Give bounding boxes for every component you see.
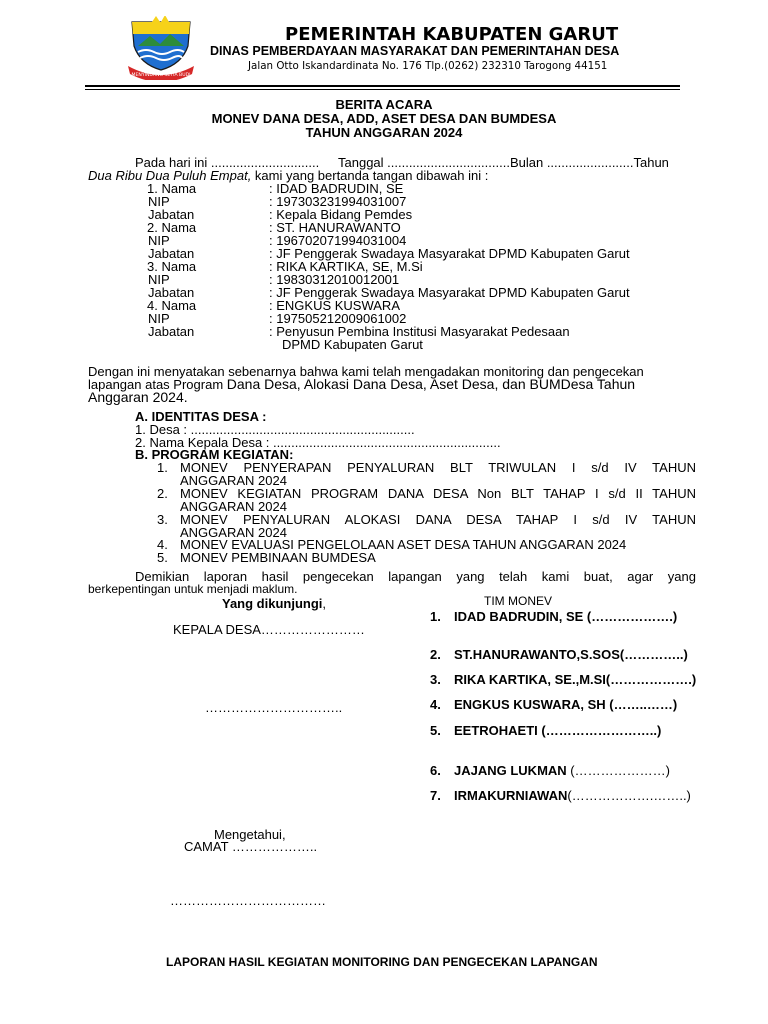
header-rule-thin (85, 89, 680, 90)
team-member-4-no: 4. (430, 697, 441, 712)
mengetahui-label: Mengetahui, (214, 827, 286, 842)
program-item-3-no: 3. (157, 512, 168, 527)
closing-line1: Demikian laporan hasil pengecekan lapangan yang telah kami buat, agar yang (135, 569, 696, 584)
statement-line2-b: Dana Desa, Alokasi Dana Desa, Aset Desa, dan BUMDesa Tahun (226, 376, 636, 392)
doc-title-line2: MONEV DANA DESA, ADD, ASET DESA DAN BUMDESA (211, 111, 557, 126)
signer-2-name: : ST. HANURAWANTO (269, 220, 401, 235)
signer-2-nip: : 196702071994031004 (269, 233, 407, 248)
footer-title: LAPORAN HASIL KEGIATAN MONITORING DAN PENGECEKAN LAPANGAN (166, 955, 598, 969)
team-heading: TIM MONEV (484, 594, 552, 608)
program-item-1-cont: ANGGARAN 2024 (180, 473, 287, 488)
team-member-1-no: 1. (430, 609, 441, 624)
intro-date-rest: Tanggal ..................................Bulan ........................Tahun (338, 155, 669, 170)
team-member-6-dots: (…………………) (570, 763, 670, 778)
program-item-2-no: 2. (157, 486, 168, 501)
intro-day: Pada hari ini .............................. (135, 155, 320, 170)
team-member-6 (454, 763, 670, 778)
visited-comma: , (322, 596, 327, 611)
signer-3-nip: : 19830312010012001 (269, 272, 400, 287)
camat-sign: CAMAT ……………….. (184, 839, 318, 854)
team-member-7-no: 7. (430, 788, 441, 803)
header-rule-thick (85, 85, 680, 87)
program-item-5: MONEV PEMBINAAN BUMDESA (180, 550, 376, 565)
identitas-heading: A. IDENTITAS DESA : (135, 409, 267, 424)
kepala-desa-sign: KEPALA DESA…………………… (173, 622, 365, 637)
program-item-2: MONEV KEGIATAN PROGRAM DANA DESA Non BLT TAHAP I s/d II TAHUN (180, 486, 696, 501)
intro-signers-text: kami yang bertanda tangan dibawah ini : (251, 168, 489, 183)
signer-4-nip-label: NIP (148, 311, 170, 326)
signer-3-jabatan: : JF Penggerak Swadaya Masyarakat DPMD Kabupaten Garut (269, 285, 630, 300)
signer-2-label: 2. Nama (147, 220, 197, 235)
team-member-3: RIKA KARTIKA, SE.,M.SI(……………….) (454, 672, 697, 687)
statement-line3: Anggaran 2024. (88, 389, 188, 405)
garut-regency-logo (122, 16, 200, 80)
signer-4-nip: : 197505212009061002 (269, 311, 407, 326)
team-member-6-no: 6. (430, 763, 441, 778)
signer-1-label: 1. Nama (147, 181, 197, 196)
statement-line2-a: lapangan atas Program (88, 377, 227, 392)
signer-3-jabatan-label: Jabatan (148, 285, 195, 300)
team-member-1: IDAD BADRUDIN, SE (……………….) (454, 609, 678, 624)
signer-4-name: : ENGKUS KUSWARA (269, 298, 400, 313)
identitas-kepala-desa: 2. Nama Kepala Desa : ............................................................... (135, 435, 501, 450)
team-member-5-no: 5. (430, 723, 441, 738)
team-member-2: ST.HANURAWANTO,S.SOS(…………..) (454, 647, 688, 662)
signer-2-nip-label: NIP (148, 233, 170, 248)
team-member-7-dots: (……………….……..) (567, 788, 691, 803)
team-member-7 (454, 788, 691, 803)
program-item-3: MONEV PENYALURAN ALOKASI DANA DESA TAHAP I s/d IV TAHUN (180, 512, 696, 527)
program-item-5-no: 5. (157, 550, 168, 565)
program-item-2-cont: ANGGARAN 2024 (180, 499, 287, 514)
signer-1-jabatan: : Kepala Bidang Pemdes (269, 207, 413, 222)
doc-title-line3: TAHUN ANGGARAN 2024 (305, 125, 463, 140)
identitas-desa: 1. Desa : .............................................................. (135, 422, 415, 437)
department-address: Jalan Otto Iskandardinata No. 176 Tlp.(0262) 232310 Tarogong 44151 (248, 60, 608, 72)
statement-line1: Dengan ini menyatakan sebenarnya bahwa kami telah mengadakan monitoring dan pengecekan (88, 364, 644, 379)
signer-4-jabatan: : Penyusun Pembina Institusi Masyarakat Pedesaan (269, 324, 570, 339)
program-item-1: MONEV PENYERAPAN PENYALURAN BLT TRIWULAN I s/d IV TAHUN (180, 460, 696, 475)
program-item-1-no: 1. (157, 460, 168, 475)
team-member-5: EETROHAETI (……………………..) (454, 723, 662, 738)
team-member-2-no: 2. (430, 647, 441, 662)
doc-title-line1: BERITA ACARA (335, 97, 433, 112)
signer-4-jabatan-label: Jabatan (148, 324, 195, 339)
visited-text: Yang dikunjungi (222, 596, 323, 611)
program-item-4: MONEV EVALUASI PENGELOLAAN ASET DESA TAHUN ANGGARAN 2024 (180, 537, 627, 552)
signer-2-jabatan: : JF Penggerak Swadaya Masyarakat DPMD Kabupaten Garut (269, 246, 630, 261)
kepala-desa-name-dots: ………………………….. (205, 700, 343, 715)
program-item-4-no: 4. (157, 537, 168, 552)
signer-3-nip-label: NIP (148, 272, 170, 287)
visited-label (222, 596, 326, 611)
signer-2-jabatan-label: Jabatan (148, 246, 195, 261)
signer-4-label: 4. Nama (147, 298, 197, 313)
svg-text:MENYINDANG SETIA BUDI: MENYINDANG SETIA BUDI (131, 73, 191, 78)
team-member-3-no: 3. (430, 672, 441, 687)
signer-1-jabatan-label: Jabatan (148, 207, 195, 222)
camat-name-dots: ……………………………… (170, 893, 326, 908)
signer-3-name: : RIKA KARTIKA, SE, M.Si (269, 259, 423, 274)
team-member-6-name: JAJANG LUKMAN (454, 763, 571, 778)
intro-year-words: Dua Ribu Dua Puluh Empat, (88, 168, 252, 183)
closing-line2: berkepentingan untuk menjadi maklum. (88, 582, 298, 596)
government-name: PEMERINTAH KABUPATEN GARUT (285, 24, 619, 45)
signer-3-label: 3. Nama (147, 259, 197, 274)
team-member-4: ENGKUS KUSWARA, SH (……..……) (454, 697, 678, 712)
signer-1-nip-label: NIP (148, 194, 170, 209)
program-heading: B. PROGRAM KEGIATAN: (135, 447, 294, 462)
signer-1-name: : IDAD BADRUDIN, SE (269, 181, 404, 196)
department-name: DINAS PEMBERDAYAAN MASYARAKAT DAN PEMERINTAHAN DESA (210, 44, 620, 58)
program-item-3-cont: ANGGARAN 2024 (180, 525, 287, 540)
signer-1-nip: : 197303231994031007 (269, 194, 407, 209)
signer-4-jabatan-cont: DPMD Kabupaten Garut (282, 337, 423, 352)
team-member-7-name: IRMAKURNIAWAN (454, 788, 568, 803)
